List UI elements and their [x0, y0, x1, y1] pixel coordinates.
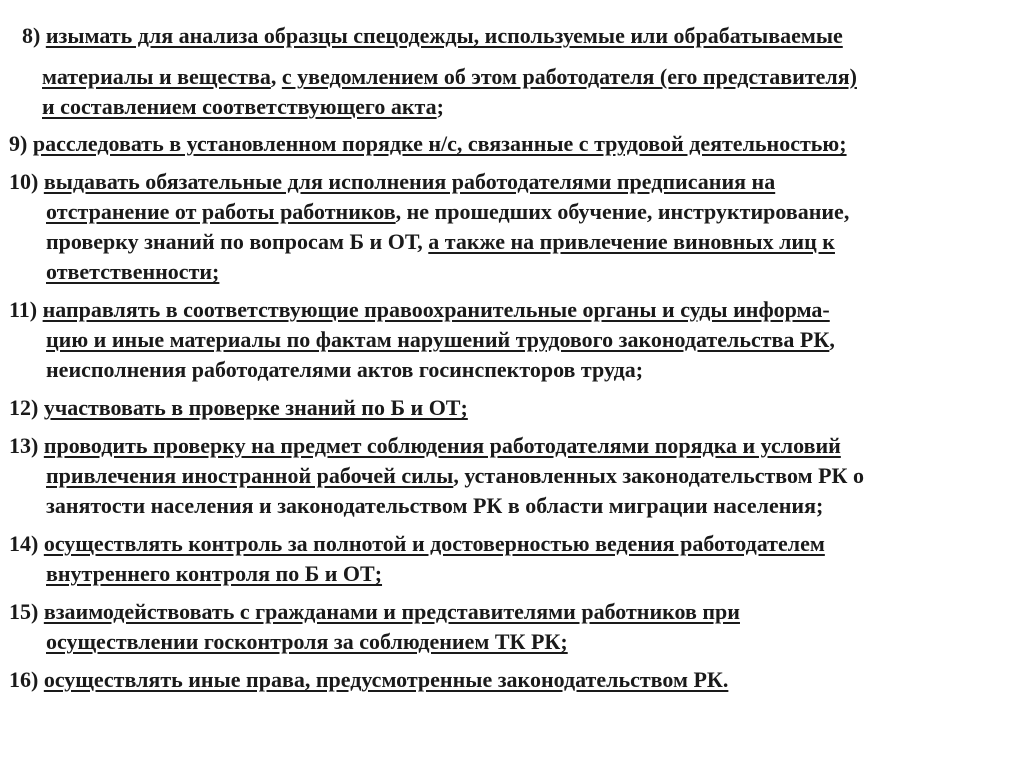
list-item-number: 8)	[22, 23, 41, 48]
underlined-text: цию и иные материалы по фактам нарушений трудового законодательства РК	[46, 327, 830, 352]
plain-text: занятости населения и законодательством РК в области миграции населения;	[46, 493, 824, 518]
list-item-number: 16)	[9, 667, 39, 692]
list-item-line	[22, 22, 843, 50]
list-item-line	[46, 462, 864, 490]
list-item-number: 11)	[9, 297, 38, 322]
list-item-number: 12)	[9, 395, 39, 420]
list-item-line	[42, 63, 857, 91]
list-item-number: 15)	[9, 599, 39, 624]
underlined-text: изымать для анализа образцы спецодежды, используемые или обрабатываемые	[45, 23, 843, 48]
underlined-text: отстранение от работы работников	[46, 199, 396, 224]
list-item-line	[46, 326, 835, 354]
list-item-line	[46, 492, 823, 520]
underlined-text: проводить проверку на предмет соблюдения работодателями порядка и условий	[43, 433, 841, 458]
underlined-text: направлять в соответствующие правоохранительные органы и суды информа-	[42, 297, 830, 322]
underlined-text: осуществлении госконтроля за соблюдением ТК РК;	[46, 629, 568, 654]
plain-text: проверку знаний по вопросам Б и ОТ	[46, 229, 418, 254]
list-item-line	[46, 560, 382, 588]
list-item-line	[46, 258, 219, 286]
underlined-text: внутреннего контроля по Б и ОТ;	[46, 561, 383, 586]
list-item-line	[9, 130, 847, 158]
underlined-text: ответственности;	[46, 259, 220, 284]
list-item-number: 9)	[9, 131, 28, 156]
list-item-number: 10)	[9, 169, 39, 194]
list-item-line	[9, 666, 728, 694]
plain-text: ,	[417, 229, 429, 254]
plain-text: , установленных законодательством РК о	[453, 463, 864, 488]
underlined-text: участвовать в проверке знаний по Б и ОТ;	[43, 395, 468, 420]
underlined-text: взаимодействовать с гражданами и представителями работников при	[43, 599, 740, 624]
underlined-text: а также на привлечение виновных лиц к	[428, 229, 835, 254]
list-item-line	[46, 356, 643, 384]
list-item-line	[9, 598, 740, 626]
list-item-line	[9, 296, 830, 324]
underlined-text: привлечения иностранной рабочей силы	[46, 463, 454, 488]
list-item-line	[9, 432, 841, 460]
list-item-line	[9, 168, 775, 196]
plain-text: ,	[270, 64, 282, 89]
list-item-number: 13)	[9, 433, 39, 458]
underlined-text: и составлением соответствующего акта	[42, 94, 437, 119]
list-item-line	[46, 228, 835, 256]
list-item-line	[46, 628, 568, 656]
list-item-line	[42, 93, 444, 121]
list-item-line	[9, 394, 468, 422]
plain-text: неисполнения работодателями актов госинспекторов труда;	[46, 357, 644, 382]
underlined-text: осуществлять иные права, предусмотренные законодательством РК.	[43, 667, 729, 692]
underlined-text: материалы и вещества	[42, 64, 271, 89]
underlined-text: осуществлять контроль за полнотой и достоверностью ведения работодателем	[43, 531, 825, 556]
underlined-text: выдавать обязательные для исполнения работодателями предписания на	[43, 169, 776, 194]
underlined-text: расследовать в установленном порядке н/с, связанные с трудовой деятельностью;	[32, 131, 847, 156]
list-item-line	[46, 198, 849, 226]
plain-text: ,	[829, 327, 835, 352]
plain-text: ;	[436, 94, 444, 119]
list-item-number: 14)	[9, 531, 39, 556]
underlined-text: с уведомлением об этом работодателя (его представителя)	[281, 64, 857, 89]
plain-text: , не прошедших обучение, инструктирование,	[395, 199, 850, 224]
list-item-line	[9, 530, 825, 558]
